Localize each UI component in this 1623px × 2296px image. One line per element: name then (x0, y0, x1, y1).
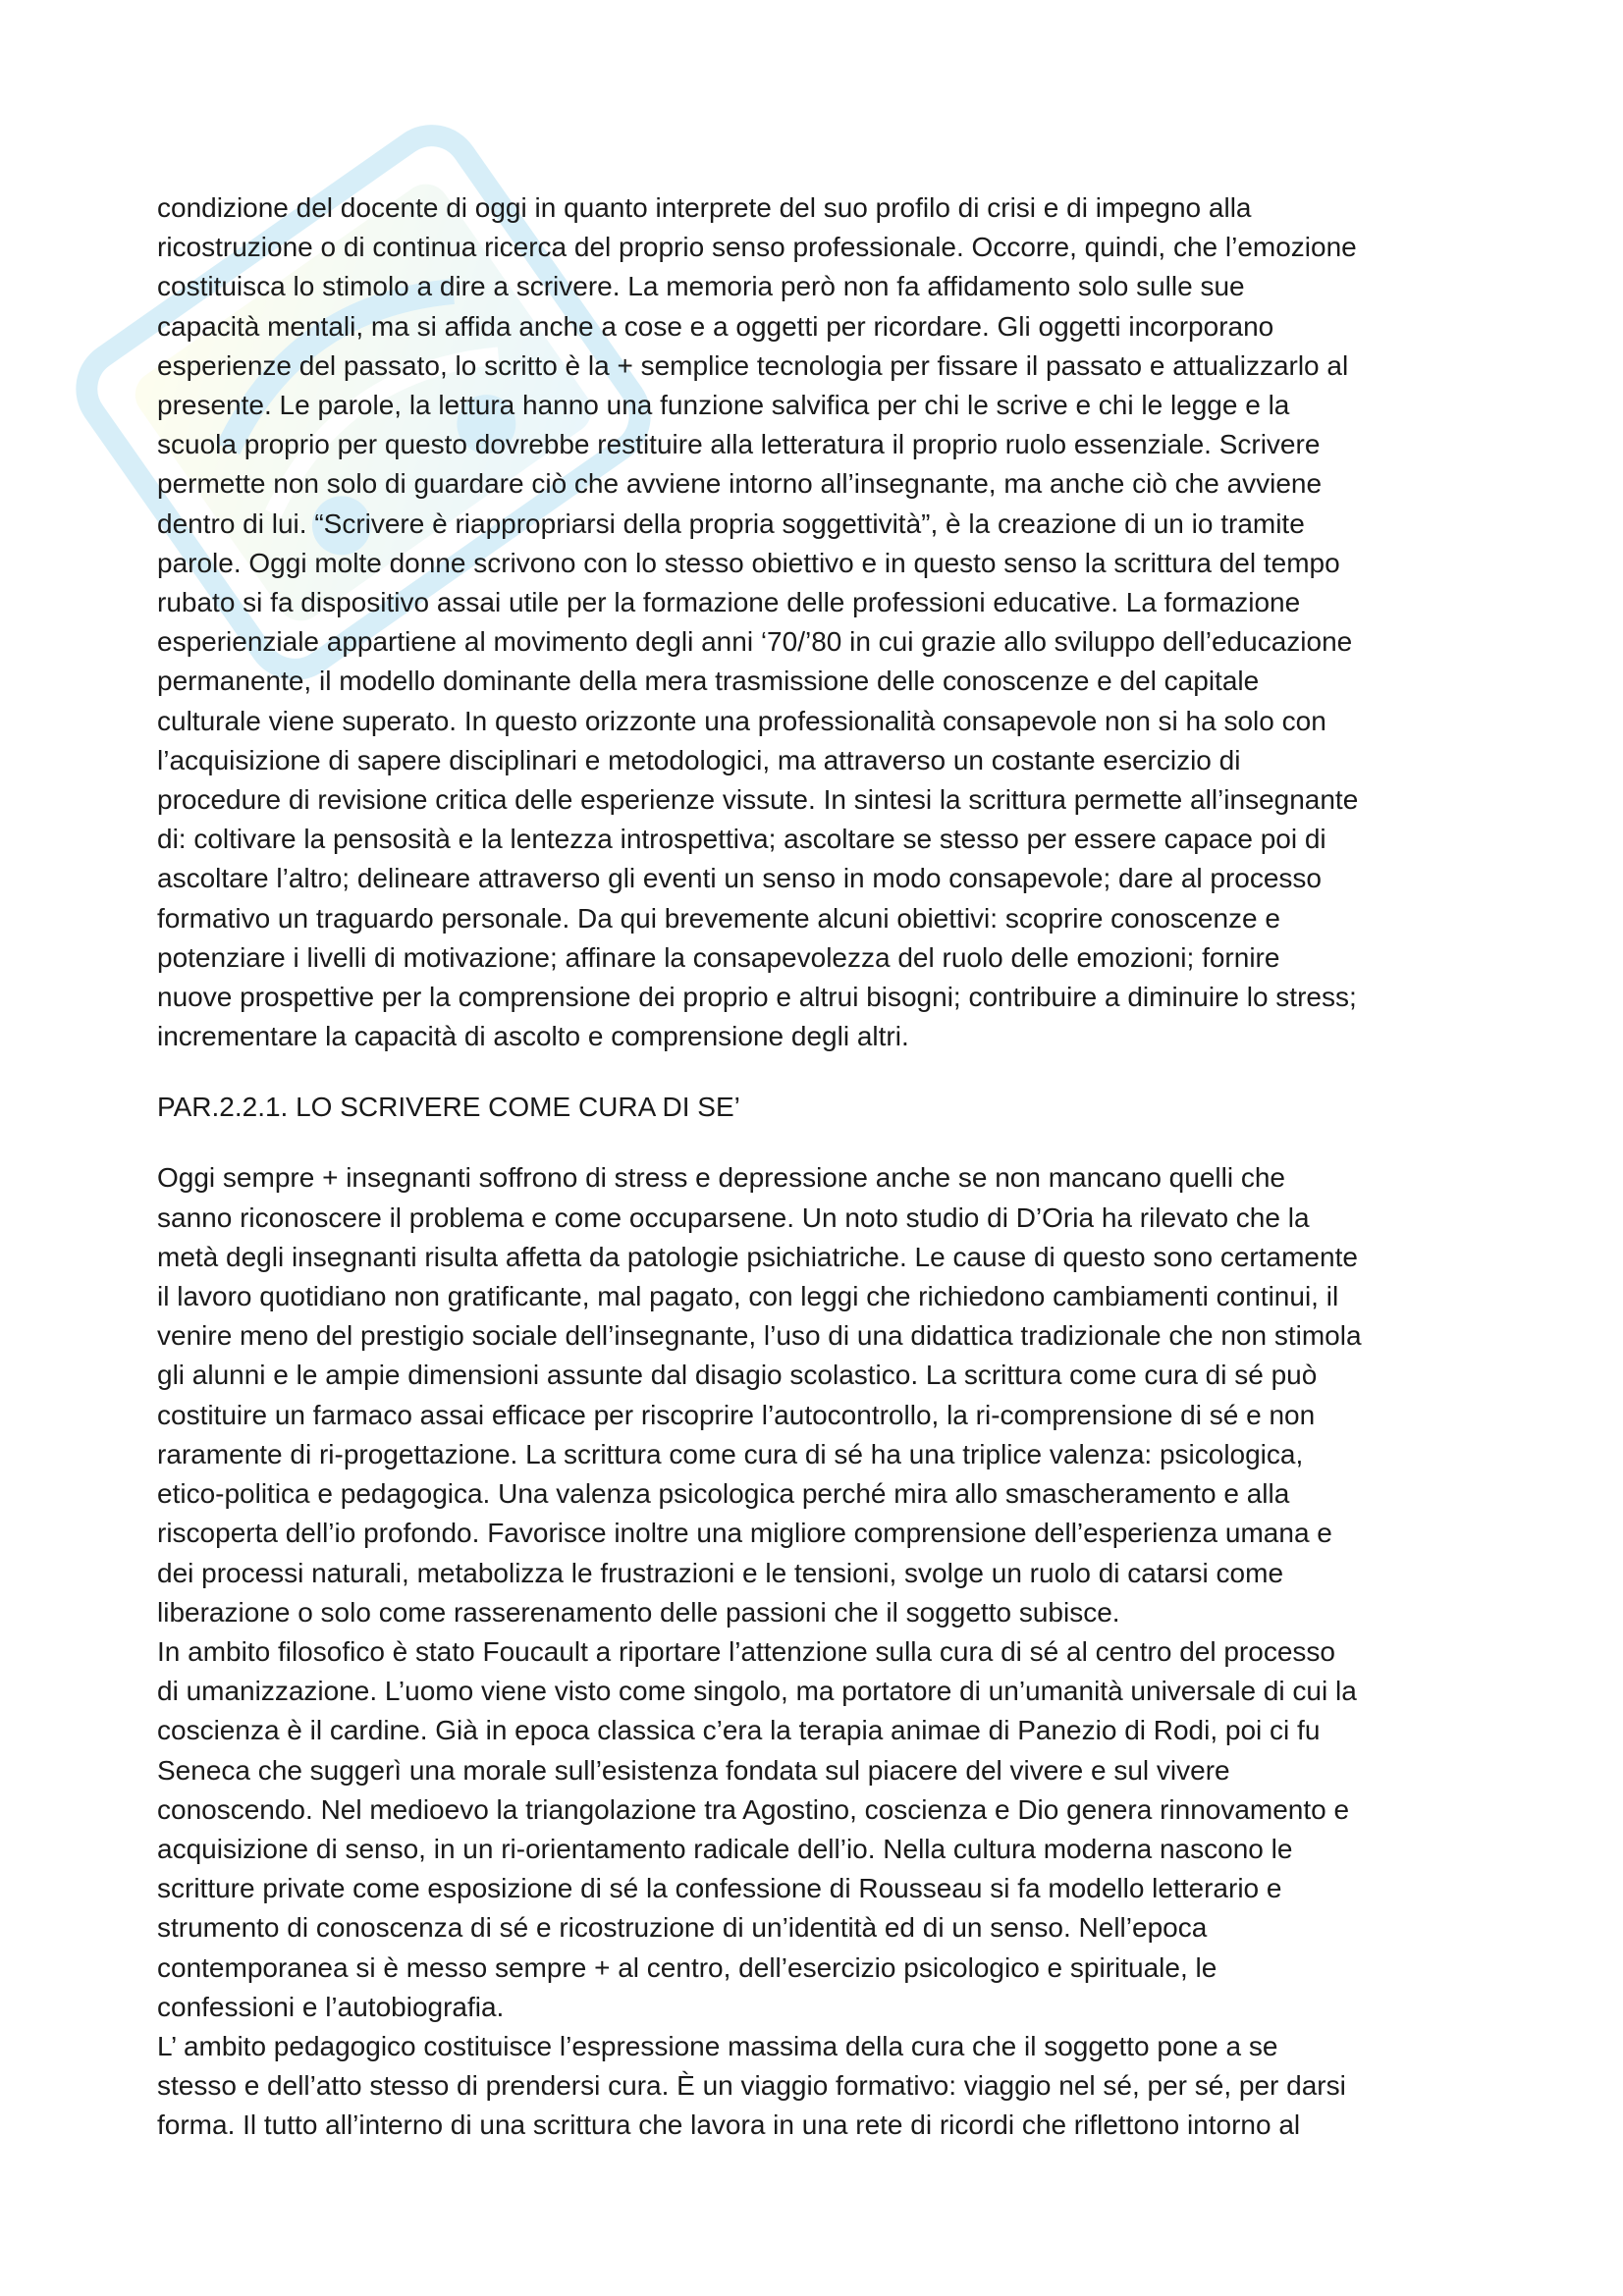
text-line: etico-politica e pedagogica. Una valenza psicologica perché mira allo smascheramento e alla (157, 1478, 1290, 1510)
text-line: contemporanea si è messo sempre + al centro, dell’esercizio psicologico e spirituale, le (157, 1951, 1217, 1983)
text-line: Seneca che suggerì una morale sull’esistenza fondata sul piacere del vivere e sul vivere (157, 1754, 1230, 1786)
text-line: parole. Oggi molte donne scrivono con lo stesso obiettivo e in questo senso la scrittura del tempo (157, 547, 1340, 578)
text-line: rubato si fa dispositivo assai utile per la formazione delle professioni educative. La formazione (157, 587, 1301, 618)
text-line: liberazione o solo come rasserenamento delle passioni che il soggetto subisce. (157, 1596, 1120, 1628)
text-line: gli alunni e le ampie dimensioni assunte dal disagio scolastico. La scrittura come cura di sé può (157, 1360, 1318, 1391)
text-line: di: coltivare la pensosità e la lentezza introspettiva; ascoltare se stesso per essere capace poi di (157, 824, 1326, 855)
text-line: condizione del docente di oggi in quanto interprete del suo profilo di crisi e di impegno alla (157, 192, 1252, 223)
text-line: riscoperta dell’io profondo. Favorisce inoltre una migliore comprensione dell’esperienza umana e (157, 1518, 1332, 1549)
text-line: costituire un farmaco assai efficace per riscoprire l’autocontrollo, la ri-comprensione di sé e non (157, 1399, 1316, 1430)
text-line: metà degli insegnanti risulta affetta da patologie psichiatriche. Le cause di questo sono certamente (157, 1241, 1358, 1272)
text-line: strumento di conoscenza di sé e ricostruzione di un’identità ed di un senso. Nell’epoca (157, 1912, 1208, 1944)
text-line: conoscendo. Nel medioevo la triangolazione tra Agostino, coscienza e Dio genera rinnovamento e (157, 1793, 1350, 1825)
text-line: dei processi naturali, metabolizza le frustrazioni e le tensioni, svolge un ruolo di catarsi come (157, 1557, 1284, 1588)
text-line: l’acquisizione di sapere disciplinari e metodologici, ma attraverso un costante esercizio di (157, 744, 1241, 775)
text-line: ricostruzione o di continua ricerca del proprio senso professionale. Occorre, quindi, che l’emozione (157, 232, 1357, 263)
text-line: Oggi sempre + insegnanti soffrono di stress e depressione anche se non mancano quelli che (157, 1162, 1285, 1194)
text-line: acquisizione di senso, in un ri-orientamento radicale dell’io. Nella cultura moderna nascono le (157, 1833, 1293, 1864)
text-line: potenziare i livelli di motivazione; affinare la consapevolezza del ruolo delle emozioni; fornire (157, 941, 1280, 973)
text-line: ascoltare l’altro; delineare attraverso gli eventi un senso in modo consapevole; dare al processo (157, 863, 1323, 894)
text-line: costituisca lo stimolo a dire a scrivere. La memoria però non fa affidamento solo sulle sue (157, 271, 1245, 302)
section-heading: PAR.2.2.1. LO SCRIVERE COME CURA DI SE’ (157, 1092, 740, 1123)
text-line: scritture private come esposizione di sé la confessione di Rousseau si fa modello letterario e (157, 1873, 1282, 1904)
document-body (157, 188, 1478, 2146)
text-line: raramente di ri-progettazione. La scrittura come cura di sé ha una triplice valenza: psicologica, (157, 1438, 1304, 1469)
text-line: di umanizzazione. L’uomo viene visto come singolo, ma portatore di un’umanità universale di cui la (157, 1676, 1357, 1707)
text-line: presente. Le parole, la lettura hanno una funzione salvifica per chi le scrive e chi le legge e la (157, 390, 1290, 421)
text-line: culturale viene superato. In questo orizzonte una professionalità consapevole non si ha solo con (157, 705, 1326, 736)
text-line: coscienza è il cardine. Già in epoca classica c’era la terapia animae di Panezio di Rodi, poi ci fu (157, 1715, 1321, 1746)
text-line: In ambito filosofico è stato Foucault a riportare l’attenzione sulla cura di sé al centro del processo (157, 1635, 1335, 1667)
text-line: dentro di lui. “Scrivere è riappropriarsi della propria soggettività”, è la creazione di un io tramite (157, 507, 1305, 539)
text-line: esperienziale appartiene al movimento degli anni ‘70/’80 in cui grazie allo sviluppo dell’educazione (157, 626, 1353, 658)
text-line: il lavoro quotidiano non gratificante, mal pagato, con leggi che richiedono cambiamenti continui, il (157, 1281, 1339, 1312)
text-line: procedure di revisione critica delle esperienze vissute. In sintesi la scrittura permette all’insegnante (157, 784, 1359, 816)
text-line: permanente, il modello dominante della mera trasmissione delle conoscenze e del capitale (157, 666, 1260, 697)
paragraph-1 (157, 188, 1478, 1056)
text-line: forma. Il tutto all’interno di una scrittura che lavora in una rete di ricordi che riflettono intorno al (157, 2109, 1301, 2141)
text-line: formativo un traguardo personale. Da qui brevemente alcuni obiettivi: scoprire conoscenze e (157, 902, 1280, 934)
text-line: confessioni e l’autobiografia. (157, 1991, 505, 2022)
text-line: esperienze del passato, lo scritto è la + semplice tecnologia per fissare il passato e attualizzarlo al (157, 349, 1349, 381)
text-line: scuola proprio per questo dovrebbe restituire alla letteratura il proprio ruolo essenziale. Scrivere (157, 429, 1321, 460)
text-line: permette non solo di guardare ciò che avviene intorno all’insegnante, ma anche ciò che avviene (157, 468, 1323, 500)
text-line: nuove prospettive per la comprensione dei proprio e altrui bisogni; contribuire a diminuire lo stress; (157, 982, 1357, 1013)
text-line: venire meno del prestigio sociale dell’insegnante, l’uso di una didattica tradizionale che non stimola (157, 1320, 1362, 1352)
text-line: capacità mentali, ma si affida anche a cose e a oggetti per ricordare. Gli oggetti incorporano (157, 310, 1274, 342)
text-line: stesso e dell’atto stesso di prendersi cura. È un viaggio formativo: viaggio nel sé, per sé, per darsi (157, 2070, 1346, 2102)
text-line: incrementare la capacità di ascolto e comprensione degli altri. (157, 1021, 909, 1052)
text-line: sanno riconoscere il problema e come occuparsene. Un noto studio di D’Oria ha rilevato che la (157, 1201, 1310, 1233)
paragraph-2 (157, 1158, 1478, 2145)
text-line: L’ ambito pedagogico costituisce l’espressione massima della cura che il soggetto pone a se (157, 2030, 1278, 2061)
